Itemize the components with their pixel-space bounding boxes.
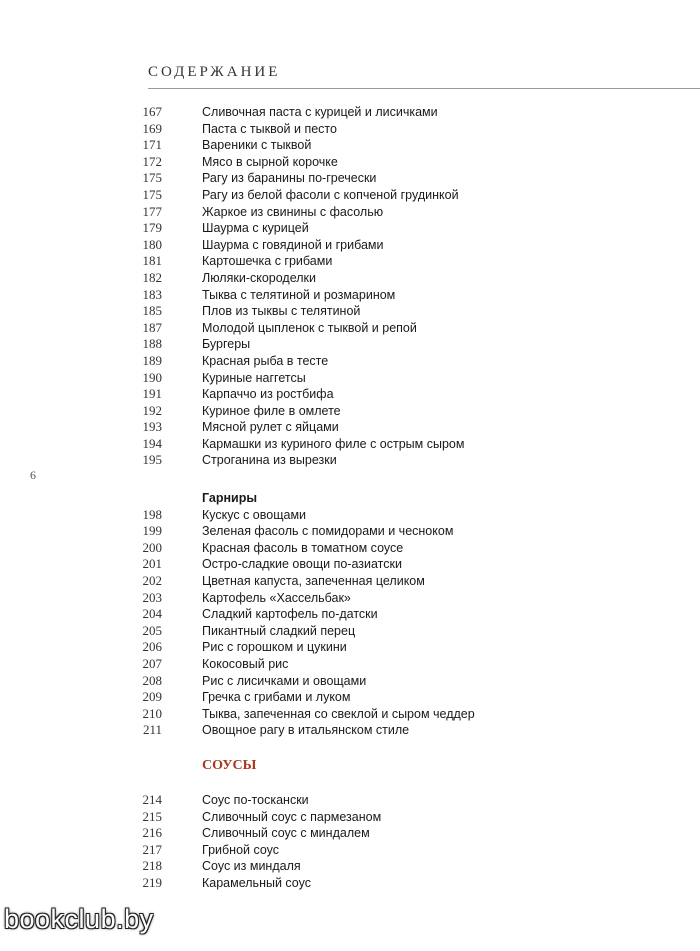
toc-entry-page: 208 <box>142 672 162 688</box>
toc-entry-title: Плов из тыквы с телятиной <box>202 304 361 319</box>
toc-entry <box>0 303 700 320</box>
toc-entry-page: 171 <box>142 137 162 153</box>
toc-entry-page: 216 <box>142 825 162 841</box>
toc-entry <box>0 104 700 121</box>
toc-entry <box>0 187 700 204</box>
toc-entry-page: 217 <box>142 841 162 857</box>
toc-entry-page: 167 <box>142 104 162 119</box>
toc-entry-title: Паста с тыквой и песто <box>202 121 337 136</box>
toc-entry-title: Кармашки из куриного филе с острым сыром <box>202 436 465 451</box>
toc-entry-title: Жаркое из свинины с фасолью <box>202 204 384 219</box>
toc-entry <box>0 452 700 469</box>
toc-entry <box>0 858 700 875</box>
toc-entry-page: 177 <box>142 203 162 219</box>
toc-entry-title: Овощное рагу в итальянском стиле <box>202 723 410 738</box>
toc-entry <box>0 507 700 524</box>
toc-entry <box>0 606 700 623</box>
toc-entry-page: 192 <box>142 402 162 418</box>
toc-entry-page: 210 <box>142 705 162 721</box>
toc-entry-page: 169 <box>142 120 162 136</box>
toc-entry-title: Рис с горошком и цукини <box>202 640 347 655</box>
toc-entry <box>0 875 700 892</box>
toc-entry-page: 194 <box>142 435 162 451</box>
page-title: СОДЕРЖАНИЕ <box>148 64 281 80</box>
toc-entry-title: Вареники с тыквой <box>202 138 312 153</box>
toc-entry <box>0 436 700 453</box>
toc-entry-page: 214 <box>142 792 162 807</box>
toc-entry-title: Молодой цыпленок с тыквой и репой <box>202 320 417 335</box>
toc-entry-page: 203 <box>142 589 162 605</box>
toc-entry-title: Гречка с грибами и луком <box>202 690 351 705</box>
toc-entry-title: Сливочный соус с миндалем <box>202 826 370 841</box>
toc-entry-page: 201 <box>142 556 162 572</box>
toc-entry-page: 180 <box>142 236 162 252</box>
toc-entry-title: Кускус с овощами <box>202 507 307 522</box>
toc-entry-title: Сливочный соус с пармезаном <box>202 809 382 824</box>
toc-entry-title: Карпаччо из ростбифа <box>202 387 334 402</box>
toc-entry <box>0 556 700 573</box>
toc-entry <box>0 590 700 607</box>
toc-entry-page: 181 <box>142 253 162 269</box>
toc-entry <box>0 370 700 387</box>
toc-entry-title: Сладкий картофель по-датски <box>202 607 378 622</box>
toc-main-list <box>0 104 700 469</box>
toc-entry <box>0 154 700 171</box>
toc-entry-title: Кокосовый рис <box>202 656 289 671</box>
toc-entry-page: 175 <box>142 186 162 202</box>
toc-entry <box>0 623 700 640</box>
toc-entry-page: 190 <box>142 369 162 385</box>
toc-entry <box>0 270 700 287</box>
toc-entry-page: 215 <box>142 808 162 824</box>
toc-entry-page: 218 <box>142 858 162 874</box>
toc-entry-page: 206 <box>142 639 162 655</box>
toc-entry <box>0 386 700 403</box>
toc-entry-page: 189 <box>142 352 162 368</box>
toc-entry-page: 209 <box>142 689 162 705</box>
toc-entry-title: Сливочная паста с курицей и лисичками <box>202 105 438 119</box>
toc-entry-title: Соус по-тоскански <box>202 793 309 807</box>
toc-entry <box>0 237 700 254</box>
toc-entry-page: 185 <box>142 303 162 319</box>
toc-entry-page: 193 <box>142 419 162 435</box>
toc-entry <box>0 673 700 690</box>
toc-entry <box>0 170 700 187</box>
toc-entry <box>0 403 700 420</box>
toc-entry <box>0 204 700 221</box>
toc-entry <box>0 320 700 337</box>
toc-entry <box>0 523 700 540</box>
toc-entry-page: 205 <box>142 622 162 638</box>
toc-entry <box>0 287 700 304</box>
toc-entry-page: 172 <box>142 153 162 169</box>
toc-entry <box>0 540 700 557</box>
toc-entry-title: Картофель «Хассельбак» <box>202 590 351 605</box>
toc-entry-title: Куриное филе в омлете <box>202 403 341 418</box>
toc-entry-page: 219 <box>142 874 162 890</box>
toc-entry <box>0 253 700 270</box>
toc-entry-title: Тыква, запеченная со свеклой и сыром чеддер <box>202 706 475 721</box>
toc-entry-title: Бургеры <box>202 337 251 352</box>
page-number: 6 <box>30 468 36 482</box>
toc-entry-title: Рагу из баранины по-гречески <box>202 171 377 186</box>
toc-entry <box>0 842 700 859</box>
toc-entry-title: Мясо в сырной корочке <box>202 154 338 169</box>
toc-entry <box>0 656 700 673</box>
toc-entry-title: Картошечка с грибами <box>202 254 333 269</box>
toc-entry-title: Карамельный соус <box>202 875 311 890</box>
section-heading-garnishes: Гарниры <box>202 491 258 505</box>
toc-entry-title: Зеленая фасоль с помидорами и чесноком <box>202 524 454 539</box>
toc-entry-page: 179 <box>142 220 162 236</box>
toc-entry-title: Шаурма с говядиной и грибами <box>202 237 384 252</box>
toc-entry-page: 207 <box>142 655 162 671</box>
watermark-logo: bookclub.by <box>4 904 154 934</box>
toc-entry <box>0 336 700 353</box>
toc-entry-page: 204 <box>142 606 162 622</box>
toc-entry-title: Шаурма с курицей <box>202 221 309 236</box>
toc-entry-title: Пикантный сладкий перец <box>202 623 356 638</box>
toc-entry-page: 188 <box>142 336 162 352</box>
toc-entry <box>0 573 700 590</box>
toc-entry-title: Красная фасоль в томатном соусе <box>202 540 404 555</box>
header-divider <box>148 88 700 89</box>
toc-entry <box>0 639 700 656</box>
toc-entry <box>0 689 700 706</box>
toc-entry-page: 202 <box>142 572 162 588</box>
section-heading-sauces: СОУСЫ <box>202 758 257 773</box>
toc-garnishes-section <box>0 490 700 739</box>
toc-entry-title: Красная рыба в тесте <box>202 353 329 368</box>
toc-entry-title: Люляки-скороделки <box>202 270 316 285</box>
toc-entry-title: Соус из миндаля <box>202 859 301 874</box>
toc-entry <box>0 722 700 739</box>
toc-entry <box>0 809 700 826</box>
toc-entry <box>0 792 700 809</box>
toc-entry-page: 211 <box>142 722 162 738</box>
toc-entry <box>0 353 700 370</box>
toc-entry-title: Грибной соус <box>202 842 280 857</box>
toc-entry <box>0 220 700 237</box>
toc-sauces-section <box>0 792 700 892</box>
toc-entry-page: 187 <box>142 319 162 335</box>
toc-entry-page: 199 <box>142 523 162 539</box>
toc-entry <box>0 137 700 154</box>
toc-entry <box>0 825 700 842</box>
toc-entry-page: 200 <box>142 539 162 555</box>
toc-entry-title: Мясной рулет с яйцами <box>202 420 339 435</box>
toc-entry-page: 191 <box>142 386 162 402</box>
toc-entry <box>0 419 700 436</box>
toc-entry-title: Куриные наггетсы <box>202 370 306 385</box>
toc-entry <box>0 121 700 138</box>
toc-entry-title: Рис с лисичками и овощами <box>202 673 367 688</box>
toc-entry-title: Цветная капуста, запеченная целиком <box>202 573 425 588</box>
toc-entry-page: 183 <box>142 286 162 302</box>
toc-entry-page: 182 <box>142 269 162 285</box>
toc-entry-title: Строганина из вырезки <box>202 453 337 468</box>
toc-entry <box>0 706 700 723</box>
toc-entry-title: Остро-сладкие овощи по-азиатски <box>202 557 402 572</box>
toc-entry-page: 175 <box>142 170 162 186</box>
toc-entry-title: Тыква с телятиной и розмарином <box>202 287 396 302</box>
toc-entry-page: 195 <box>142 452 162 468</box>
toc-entry-title: Рагу из белой фасоли с копченой грудинкой <box>202 187 459 202</box>
toc-entry-page: 198 <box>142 506 162 522</box>
